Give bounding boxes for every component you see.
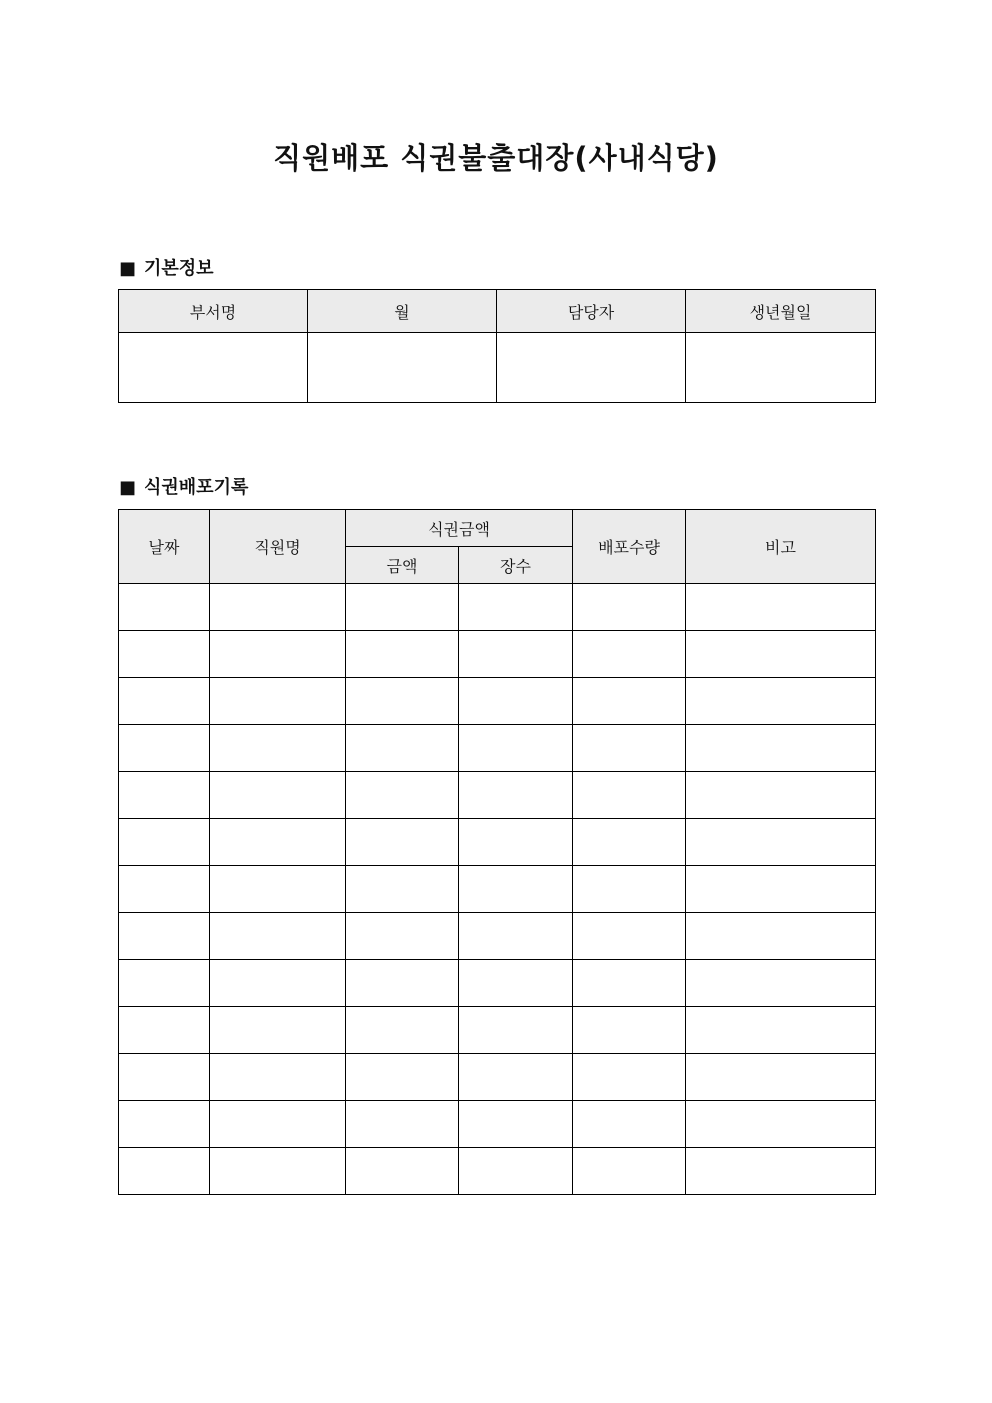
basic-info-table xyxy=(118,289,876,403)
square-bullet-icon: ■ xyxy=(119,258,137,279)
header-count: 장수 xyxy=(459,547,573,584)
record-heading-label: 식권배포기록 xyxy=(144,477,249,498)
table-row xyxy=(119,1007,876,1054)
cell-quantity[interactable] xyxy=(573,678,686,725)
cell-count[interactable] xyxy=(459,1101,573,1148)
cell-employee[interactable] xyxy=(210,631,346,678)
cell-quantity[interactable] xyxy=(573,1101,686,1148)
cell-employee[interactable] xyxy=(210,584,346,631)
cell-date[interactable] xyxy=(119,866,210,913)
cell-date[interactable] xyxy=(119,1007,210,1054)
cell-count[interactable] xyxy=(459,772,573,819)
cell-remarks[interactable] xyxy=(686,1007,876,1054)
record-body xyxy=(119,584,876,1195)
cell-count[interactable] xyxy=(459,584,573,631)
table-row xyxy=(119,913,876,960)
header-remarks: 비고 xyxy=(686,510,876,584)
cell-date[interactable] xyxy=(119,725,210,772)
cell-quantity[interactable] xyxy=(573,1054,686,1101)
cell-amount[interactable] xyxy=(346,772,459,819)
cell-count[interactable] xyxy=(459,725,573,772)
cell-employee[interactable] xyxy=(210,1101,346,1148)
cell-amount[interactable] xyxy=(346,913,459,960)
cell-quantity[interactable] xyxy=(573,819,686,866)
cell-employee[interactable] xyxy=(210,960,346,1007)
cell-amount[interactable] xyxy=(346,1101,459,1148)
record-heading xyxy=(119,473,248,499)
cell-employee[interactable] xyxy=(210,913,346,960)
cell-quantity[interactable] xyxy=(573,913,686,960)
cell-quantity[interactable] xyxy=(573,584,686,631)
cell-remarks[interactable] xyxy=(686,819,876,866)
cell-amount[interactable] xyxy=(346,1007,459,1054)
table-row xyxy=(119,631,876,678)
table-row xyxy=(119,1054,876,1101)
cell-date[interactable] xyxy=(119,1054,210,1101)
cell-remarks[interactable] xyxy=(686,1054,876,1101)
table-row xyxy=(119,960,876,1007)
cell-employee[interactable] xyxy=(210,866,346,913)
cell-employee[interactable] xyxy=(210,725,346,772)
page-title: 직원배포 식권불출대장(사내식당) xyxy=(273,141,719,175)
table-row xyxy=(119,819,876,866)
cell-date[interactable] xyxy=(119,819,210,866)
cell-remarks[interactable] xyxy=(686,678,876,725)
header-ticket-amount: 식권금액 xyxy=(346,510,573,547)
square-bullet-icon: ■ xyxy=(119,477,137,498)
basic-info-heading-label: 기본정보 xyxy=(144,258,214,279)
cell-date[interactable] xyxy=(119,584,210,631)
cell-amount[interactable] xyxy=(346,678,459,725)
cell-remarks[interactable] xyxy=(686,960,876,1007)
cell-remarks[interactable] xyxy=(686,772,876,819)
header-month: 월 xyxy=(308,290,497,333)
header-quantity: 배포수량 xyxy=(573,510,686,584)
cell-department[interactable] xyxy=(119,333,308,403)
cell-quantity[interactable] xyxy=(573,1007,686,1054)
cell-date[interactable] xyxy=(119,631,210,678)
cell-quantity[interactable] xyxy=(573,631,686,678)
header-amount: 금액 xyxy=(346,547,459,584)
cell-remarks[interactable] xyxy=(686,866,876,913)
basic-info-heading xyxy=(119,254,214,280)
header-birthdate: 생년월일 xyxy=(686,290,876,333)
table-row xyxy=(119,584,876,631)
cell-date[interactable] xyxy=(119,960,210,1007)
cell-amount[interactable] xyxy=(346,1148,459,1195)
table-row xyxy=(119,1148,876,1195)
cell-remarks[interactable] xyxy=(686,725,876,772)
header-department: 부서명 xyxy=(119,290,308,333)
cell-remarks[interactable] xyxy=(686,631,876,678)
cell-date[interactable] xyxy=(119,772,210,819)
cell-quantity[interactable] xyxy=(573,1148,686,1195)
cell-remarks[interactable] xyxy=(686,1101,876,1148)
cell-count[interactable] xyxy=(459,819,573,866)
cell-month[interactable] xyxy=(308,333,497,403)
cell-quantity[interactable] xyxy=(573,960,686,1007)
cell-remarks[interactable] xyxy=(686,913,876,960)
cell-amount[interactable] xyxy=(346,960,459,1007)
cell-count[interactable] xyxy=(459,631,573,678)
cell-count[interactable] xyxy=(459,678,573,725)
cell-count[interactable] xyxy=(459,960,573,1007)
cell-amount[interactable] xyxy=(346,819,459,866)
cell-quantity[interactable] xyxy=(573,866,686,913)
table-row xyxy=(119,1101,876,1148)
cell-amount[interactable] xyxy=(346,725,459,772)
cell-count[interactable] xyxy=(459,913,573,960)
cell-date[interactable] xyxy=(119,1148,210,1195)
cell-count[interactable] xyxy=(459,866,573,913)
cell-amount[interactable] xyxy=(346,584,459,631)
cell-date[interactable] xyxy=(119,913,210,960)
cell-quantity[interactable] xyxy=(573,725,686,772)
table-row xyxy=(119,866,876,913)
cell-employee[interactable] xyxy=(210,1054,346,1101)
cell-employee[interactable] xyxy=(210,772,346,819)
cell-employee[interactable] xyxy=(210,678,346,725)
cell-manager[interactable] xyxy=(497,333,686,403)
header-employee: 직원명 xyxy=(210,510,346,584)
table-row xyxy=(119,678,876,725)
table-row xyxy=(119,772,876,819)
header-date: 날짜 xyxy=(119,510,210,584)
cell-count[interactable] xyxy=(459,1148,573,1195)
cell-date[interactable] xyxy=(119,1101,210,1148)
cell-remarks[interactable] xyxy=(686,1148,876,1195)
cell-count[interactable] xyxy=(459,1054,573,1101)
cell-employee[interactable] xyxy=(210,1007,346,1054)
ticket-record-table xyxy=(118,509,876,1195)
cell-employee[interactable] xyxy=(210,1148,346,1195)
cell-date[interactable] xyxy=(119,678,210,725)
cell-amount[interactable] xyxy=(346,866,459,913)
cell-amount[interactable] xyxy=(346,631,459,678)
cell-remarks[interactable] xyxy=(686,584,876,631)
table-row xyxy=(119,725,876,772)
cell-quantity[interactable] xyxy=(573,772,686,819)
cell-employee[interactable] xyxy=(210,819,346,866)
cell-birthdate[interactable] xyxy=(686,333,876,403)
cell-count[interactable] xyxy=(459,1007,573,1054)
header-manager: 담당자 xyxy=(497,290,686,333)
cell-amount[interactable] xyxy=(346,1054,459,1101)
